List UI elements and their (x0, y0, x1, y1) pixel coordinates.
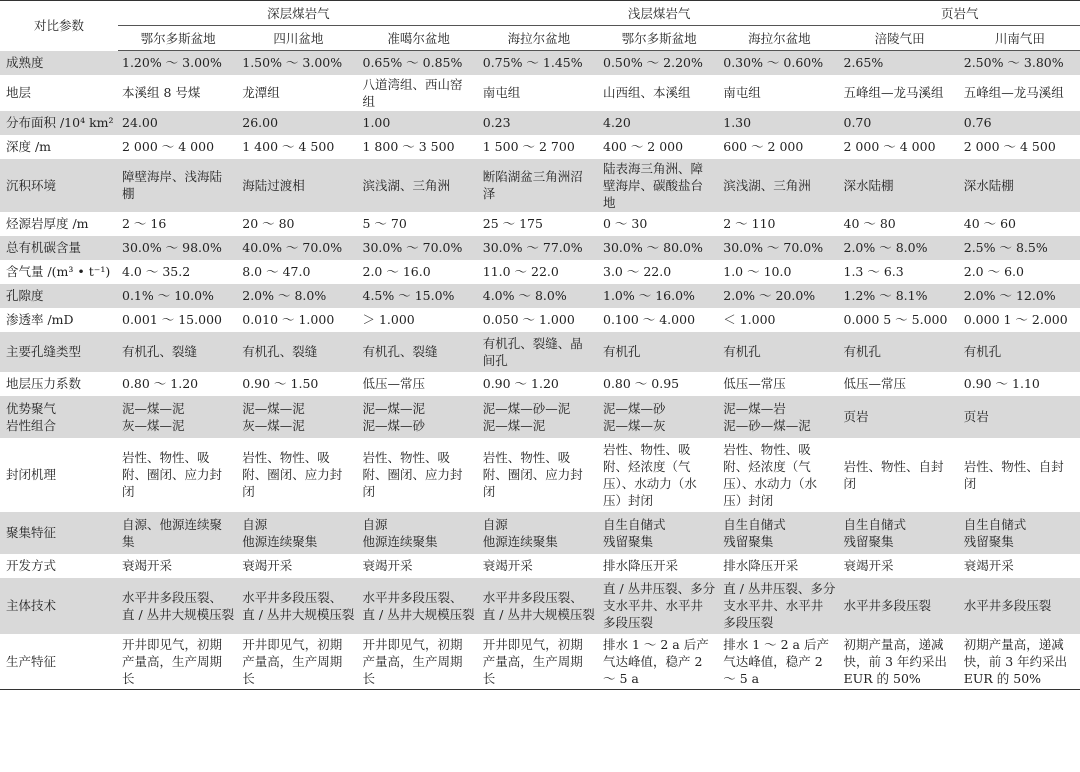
table-cell: 2.65% (840, 51, 960, 75)
row-label: 地层 (6, 85, 32, 100)
table-row (0, 308, 1080, 332)
table-row (0, 135, 1080, 159)
table-cell: 2.5% ～ 8.5% (960, 236, 1080, 260)
row-label: 渗透率 /mD (6, 312, 74, 327)
table-cell: 岩性、物性、自封闭 (843, 458, 944, 491)
table-cell: 1.20% ～ 3.00% (118, 51, 238, 75)
table-cell: 600 ～ 2 000 (723, 139, 804, 154)
column-header: 涪陵气田 (840, 26, 960, 51)
table-cell: 衰竭开采 (482, 558, 533, 573)
table-row (0, 634, 1080, 690)
table-cell: 有机孔 (840, 332, 960, 372)
table-cell: 自生自储式 残留聚集 (719, 512, 839, 554)
table-cell: 低压—常压 (843, 376, 907, 391)
table-cell: 3.0 ～ 22.0 (603, 264, 672, 279)
table-cell: 4.5% ～ 15.0% (359, 284, 479, 308)
table-cell: 水平井多段压裂、直 / 丛井大规模压裂 (118, 578, 238, 634)
table-cell: 40 ～ 80 (843, 216, 896, 231)
table-cell: 0 ～ 30 (603, 216, 648, 231)
column-header: 鄂尔多斯盆地 (599, 26, 719, 51)
table-cell: 2.0 ～ 6.0 (963, 264, 1024, 279)
table-cell: 0.75% ～ 1.45% (479, 51, 599, 75)
table-cell: 有机孔 (599, 332, 719, 372)
table-row (0, 578, 1080, 634)
table-cell: 滨浅湖、三角洲 (359, 159, 479, 212)
table-cell: 衰竭开采 (362, 558, 413, 573)
table-cell: 山西组、本溪组 (603, 85, 691, 100)
table-cell: 五峰组—龙马溪组 (963, 85, 1064, 100)
table-cell: 泥—煤—泥 泥—煤—砂 (359, 396, 479, 438)
table-cell: 开井即见气，初期产量高，生产周期长 (479, 634, 599, 690)
table-cell: 水平井多段压裂、直 / 丛井大规模压裂 (359, 578, 479, 634)
table-cell: 泥—煤—岩 泥—砂—煤—泥 (719, 396, 839, 438)
row-label: 聚集特征 (0, 512, 118, 554)
table-cell: 水平井多段压裂、直 / 丛井大规模压裂 (479, 578, 599, 634)
column-header: 海拉尔盆地 (479, 26, 599, 51)
table-row (0, 111, 1080, 135)
table-cell: 5 ～ 70 (362, 216, 407, 231)
table-cell: 1.0 ～ 10.0 (723, 264, 792, 279)
table-cell: 页岩 (960, 396, 1080, 438)
table-cell: 水平井多段压裂 (960, 578, 1080, 634)
table-cell: 0.23 (479, 111, 599, 135)
table-cell: 0.000 1 ～ 2.000 (963, 312, 1068, 327)
table-cell: 衰竭开采 (963, 558, 1014, 573)
table-cell: 龙潭组 (242, 85, 280, 100)
table-cell: 开井即见气，初期产量高，生产周期长 (238, 634, 358, 690)
table-cell: 2.50% ～ 3.80% (960, 51, 1080, 75)
table-cell: 自源 他源连续聚集 (479, 512, 599, 554)
table-cell: 0.050 ～ 1.000 (482, 312, 575, 327)
table-cell: 泥—煤—砂 泥—煤—灰 (599, 396, 719, 438)
table-cell: 本溪组 8 号煤 (122, 85, 201, 100)
table-cell: 排水 1 ～ 2 a 后产气达峰值，稳产 2 ～ 5 a (599, 634, 719, 690)
table-cell: 24.00 (118, 111, 238, 135)
table-row (0, 75, 1080, 111)
table-cell: 2 ～ 110 (723, 216, 776, 231)
table-cell: 2 000 ～ 4 500 (963, 139, 1056, 154)
table-cell: 0.000 5 ～ 5.000 (843, 312, 948, 327)
table-cell: 1 800 ～ 3 500 (362, 139, 455, 154)
table-cell: 海陆过渡相 (238, 159, 358, 212)
row-label: 深度 /m (6, 139, 52, 154)
group-header-shale-gas: 页岩气 (840, 1, 1080, 26)
table-cell: 自源、他源连续聚集 (118, 512, 238, 554)
table-cell: 岩性、物性、吸附、烃浓度（气压）、水动力（水压）封闭 (603, 441, 697, 508)
table-cell: 障壁海岸、浅海陆棚 (118, 159, 238, 212)
table-cell: 有机孔 (719, 332, 839, 372)
table-row (0, 51, 1080, 75)
table-cell: 0.50% ～ 2.20% (599, 51, 719, 75)
row-label: 烃源岩厚度 /m (6, 216, 89, 231)
table-cell: ＞ 1.000 (362, 312, 415, 327)
table-cell: 有机孔 (960, 332, 1080, 372)
table-cell: 2.0 ～ 16.0 (362, 264, 431, 279)
table-cell: 泥—煤—泥 灰—煤—泥 (118, 396, 238, 438)
table-cell: 2.0% ～ 20.0% (719, 284, 839, 308)
table-cell: 4.20 (599, 111, 719, 135)
table-cell: 0.30% ～ 0.60% (719, 51, 839, 75)
table-cell: 0.1% ～ 10.0% (118, 284, 238, 308)
row-label: 主要孔缝类型 (0, 332, 118, 372)
column-header: 川南气田 (960, 26, 1080, 51)
table-row (0, 236, 1080, 260)
table-cell: 八道湾组、西山窑组 (362, 76, 463, 109)
table-cell: 0.65% ～ 0.85% (359, 51, 479, 75)
table-cell: 0.100 ～ 4.000 (603, 312, 696, 327)
table-cell: 1.00 (359, 111, 479, 135)
table-cell: 衰竭开采 (122, 558, 173, 573)
table-cell: 断陷湖盆三角洲沼泽 (479, 159, 599, 212)
table-cell: 岩性、物性、自封闭 (963, 458, 1064, 491)
table-cell: 2 000 ～ 4 000 (122, 139, 215, 154)
table-cell: 0.010 ～ 1.000 (242, 312, 335, 327)
table-cell: 30.0% ～ 77.0% (479, 236, 599, 260)
table-cell: 初期产量高，递减快，前 3 年约采出 EUR 的 50% (960, 634, 1080, 690)
table-cell: 南屯组 (482, 85, 521, 100)
table-cell: 0.90 ～ 1.10 (963, 376, 1040, 391)
table-cell: 2 ～ 16 (122, 216, 167, 231)
table-cell: 26.00 (238, 111, 358, 135)
row-label: 地层压力系数 (6, 376, 82, 391)
table-cell: 2.0% ～ 12.0% (960, 284, 1080, 308)
column-header: 准噶尔盆地 (359, 26, 479, 51)
table-cell: 0.76 (960, 111, 1080, 135)
param-header: 对比参数 (0, 1, 118, 51)
table-cell: 陆表海三角洲、障壁海岸、碳酸盐台地 (599, 159, 719, 212)
table-row (0, 396, 1080, 438)
table-cell: 400 ～ 2 000 (603, 139, 684, 154)
table-cell: 2 000 ～ 4 000 (843, 139, 936, 154)
table-cell: 有机孔、裂缝、晶间孔 (479, 332, 599, 372)
table-cell: 30.0% ～ 80.0% (599, 236, 719, 260)
table-cell: 30.0% ～ 70.0% (359, 236, 479, 260)
table-cell: 0.90 ～ 1.20 (482, 376, 559, 391)
table-cell: 深水陆棚 (960, 159, 1080, 212)
table-cell: 自生自储式 残留聚集 (960, 512, 1080, 554)
table-cell: ＜ 1.000 (723, 312, 776, 327)
table-cell: 自源 他源连续聚集 (238, 512, 358, 554)
table-cell: 岩性、物性、吸附、圈闭、应力封闭 (482, 450, 583, 499)
row-label: 总有机碳含量 (0, 236, 118, 260)
table-cell: 1.30 (719, 111, 839, 135)
row-label: 开发方式 (6, 558, 57, 573)
table-cell: 4.0 ～ 35.2 (122, 264, 191, 279)
table-cell: 11.0 ～ 22.0 (482, 264, 559, 279)
table-cell: 0.80 ～ 0.95 (603, 376, 680, 391)
table-cell: 8.0 ～ 47.0 (242, 264, 311, 279)
table-cell: 有机孔、裂缝 (359, 332, 479, 372)
table-cell: 25 ～ 175 (482, 216, 543, 231)
table-cell: 1.0% ～ 16.0% (599, 284, 719, 308)
row-label: 主体技术 (0, 578, 118, 634)
table-row (0, 260, 1080, 284)
table-cell: 开井即见气，初期产量高，生产周期长 (359, 634, 479, 690)
row-label: 孔隙度 (0, 284, 118, 308)
table-cell: 水平井多段压裂、直 / 丛井大规模压裂 (238, 578, 358, 634)
table-cell: 1.3 ～ 6.3 (843, 264, 904, 279)
table-row (0, 159, 1080, 212)
table-cell: 水平井多段压裂 (840, 578, 960, 634)
table-cell: 0.001 ～ 15.000 (122, 312, 222, 327)
table-cell: 自生自储式 残留聚集 (840, 512, 960, 554)
table-cell: 有机孔、裂缝 (238, 332, 358, 372)
row-label: 封闭机理 (6, 467, 57, 482)
table-row (0, 212, 1080, 236)
column-header: 鄂尔多斯盆地 (118, 26, 238, 51)
table-cell: 开井即见气，初期产量高，生产周期长 (118, 634, 238, 690)
table-cell: 初期产量高，递减快，前 3 年约采出 EUR 的 50% (840, 634, 960, 690)
table-cell: 0.80 ～ 1.20 (122, 376, 199, 391)
table-cell: 深水陆棚 (840, 159, 960, 212)
group-header-shallow-coal: 浅层煤岩气 (479, 1, 840, 26)
table-cell: 20 ～ 80 (242, 216, 295, 231)
table-cell: 有机孔、裂缝 (118, 332, 238, 372)
table-cell: 30.0% ～ 98.0% (118, 236, 238, 260)
table-row (0, 332, 1080, 372)
table-row (0, 284, 1080, 308)
table-cell: 直 / 丛井压裂、多分支水平井、水平井多段压裂 (599, 578, 719, 634)
table-cell: 2.0% ～ 8.0% (840, 236, 960, 260)
row-label: 含气量 /(m³ • t⁻¹) (6, 264, 111, 279)
table-cell: 南屯组 (723, 85, 761, 100)
table-cell: 泥—煤—泥 灰—煤—泥 (238, 396, 358, 438)
group-header-deep-coal: 深层煤岩气 (118, 1, 479, 26)
table-cell: 衰竭开采 (242, 558, 293, 573)
table-cell: 4.0% ～ 8.0% (479, 284, 599, 308)
table-cell: 0.90 ～ 1.50 (242, 376, 319, 391)
table-cell: 1.2% ～ 8.1% (840, 284, 960, 308)
table-cell: 页岩 (840, 396, 960, 438)
table-cell: 排水降压开采 (603, 558, 679, 573)
column-header: 海拉尔盆地 (719, 26, 839, 51)
table-cell: 泥—煤—砂—泥 泥—煤—泥 (479, 396, 599, 438)
table-cell: 低压—常压 (723, 376, 786, 391)
table-cell: 排水降压开采 (723, 558, 799, 573)
table-cell: 30.0% ～ 70.0% (719, 236, 839, 260)
table-cell: 0.70 (840, 111, 960, 135)
table-cell: 2.0% ～ 8.0% (238, 284, 358, 308)
table-cell: 岩性、物性、吸附、圈闭、应力封闭 (362, 450, 463, 499)
table-cell: 五峰组—龙马溪组 (843, 85, 944, 100)
column-header: 四川盆地 (238, 26, 358, 51)
table-row (0, 438, 1080, 512)
row-label: 成熟度 (0, 51, 118, 75)
row-label: 沉积环境 (0, 159, 118, 212)
table-row (0, 554, 1080, 578)
table-cell: 岩性、物性、吸附、圈闭、应力封闭 (242, 450, 343, 499)
table-cell: 40 ～ 60 (963, 216, 1017, 231)
table-row (0, 512, 1080, 554)
table-cell: 40.0% ～ 70.0% (238, 236, 358, 260)
table-cell: 滨浅湖、三角洲 (719, 159, 839, 212)
row-label: 生产特征 (0, 634, 118, 690)
table-cell: 1 500 ～ 2 700 (482, 139, 575, 154)
row-label: 优势聚气 岩性组合 (0, 396, 118, 438)
table-cell: 自生自储式 残留聚集 (599, 512, 719, 554)
table-cell: 直 / 丛井压裂、多分支水平井、水平井多段压裂 (719, 578, 839, 634)
table-cell: 低压—常压 (362, 376, 426, 391)
table-cell: 自源 他源连续聚集 (359, 512, 479, 554)
table-cell: 岩性、物性、吸附、烃浓度（气压）、水动力（水压）封闭 (723, 441, 818, 508)
row-label: 分布面积 /10⁴ km² (0, 111, 118, 135)
table-cell: 排水 1 ～ 2 a 后产气达峰值，稳产 2 ～ 5 a (719, 634, 839, 690)
table-row (0, 372, 1080, 396)
table-cell: 1.50% ～ 3.00% (238, 51, 358, 75)
table-cell: 1 400 ～ 4 500 (242, 139, 335, 154)
table-cell: 岩性、物性、吸附、圈闭、应力封闭 (122, 450, 223, 499)
table-cell: 衰竭开采 (843, 558, 894, 573)
